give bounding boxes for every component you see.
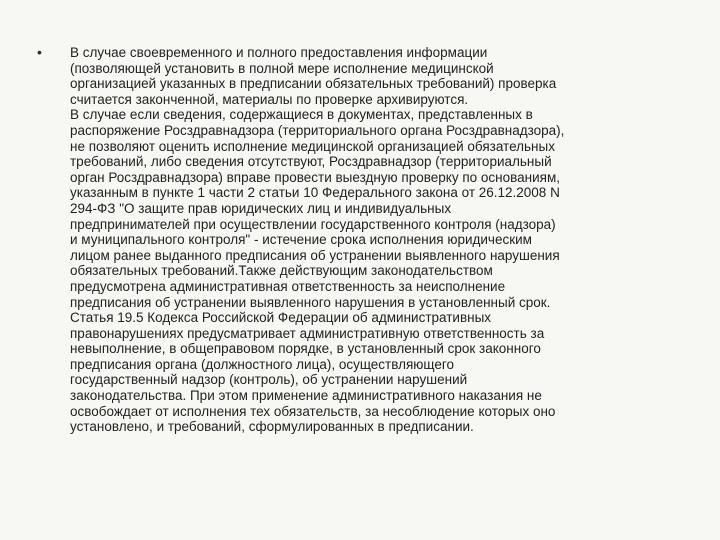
text-line: 294-ФЗ "О защите прав юридических лиц и индивидуальных (70, 200, 452, 216)
text-line: орган Росздравнадзора) вправе провести выездную проверку по основаниям, (70, 169, 561, 185)
text-line: организацией указанных в предписании обязательных требований) проверка (70, 76, 557, 92)
text-line: не позволяют оценить исполнение медицинской организацией обязательных (70, 138, 555, 154)
text-line: указанным в пункте 1 части 2 статьи 10 Федерального закона от 26.12.2008 N (70, 185, 560, 201)
text-line: предписания органа (должностного лица), осуществляющего (70, 356, 455, 372)
bullet-marker: • (37, 44, 42, 60)
text-line: освобождает от исполнения тех обязательств, за несоблюдение которых оно (70, 403, 556, 419)
text-line: невыполнение, в общеправовом порядке, в установленный срок законного (70, 341, 541, 357)
text-line: распоряжение Росздравнадзора (территориального органа Росздравнадзора), (70, 122, 565, 138)
text-line: считается законченной, материалы по проверке архивируются. (70, 91, 469, 107)
text-line: предпринимателей при осуществлении государственного контроля (надзора) (70, 216, 556, 232)
text-line: В случае если сведения, содержащиеся в документах, представленных в (70, 107, 533, 123)
text-line: законодательства. При этом применение административного наказания не (70, 388, 542, 404)
text-line: государственный надзор (контроль), об устранении нарушений (70, 372, 468, 388)
text-line: обязательных требований.Также действующим законодательством (70, 263, 493, 279)
text-line: предусмотрена административная ответственность за неисполнение (70, 278, 506, 294)
text-line: правонарушениях предусматривает административную ответственность за (70, 325, 545, 341)
text-line: Статья 19.5 Кодекса Российской Федерации об административных (70, 310, 492, 326)
text-line: лицом ранее выданного предписания об устранении выявленного нарушения (70, 247, 560, 263)
text-line: предписания об устранении выявленного нарушения в установленный срок. (70, 294, 551, 310)
body-paragraph (70, 45, 710, 435)
text-line: установлено, и требований, сформулированных в предписании. (70, 419, 474, 435)
text-line: В случае своевременного и полного предоставления информации (70, 45, 488, 60)
text-line: требований, либо сведения отсутствуют, Росздравнадзор (территориальный (70, 154, 552, 170)
text-line: (позволяющей установить в полной мере исполнение медицинской (70, 60, 494, 76)
text-line: и муниципального контроля" - истечение срока исполнения юридическим (70, 232, 532, 248)
